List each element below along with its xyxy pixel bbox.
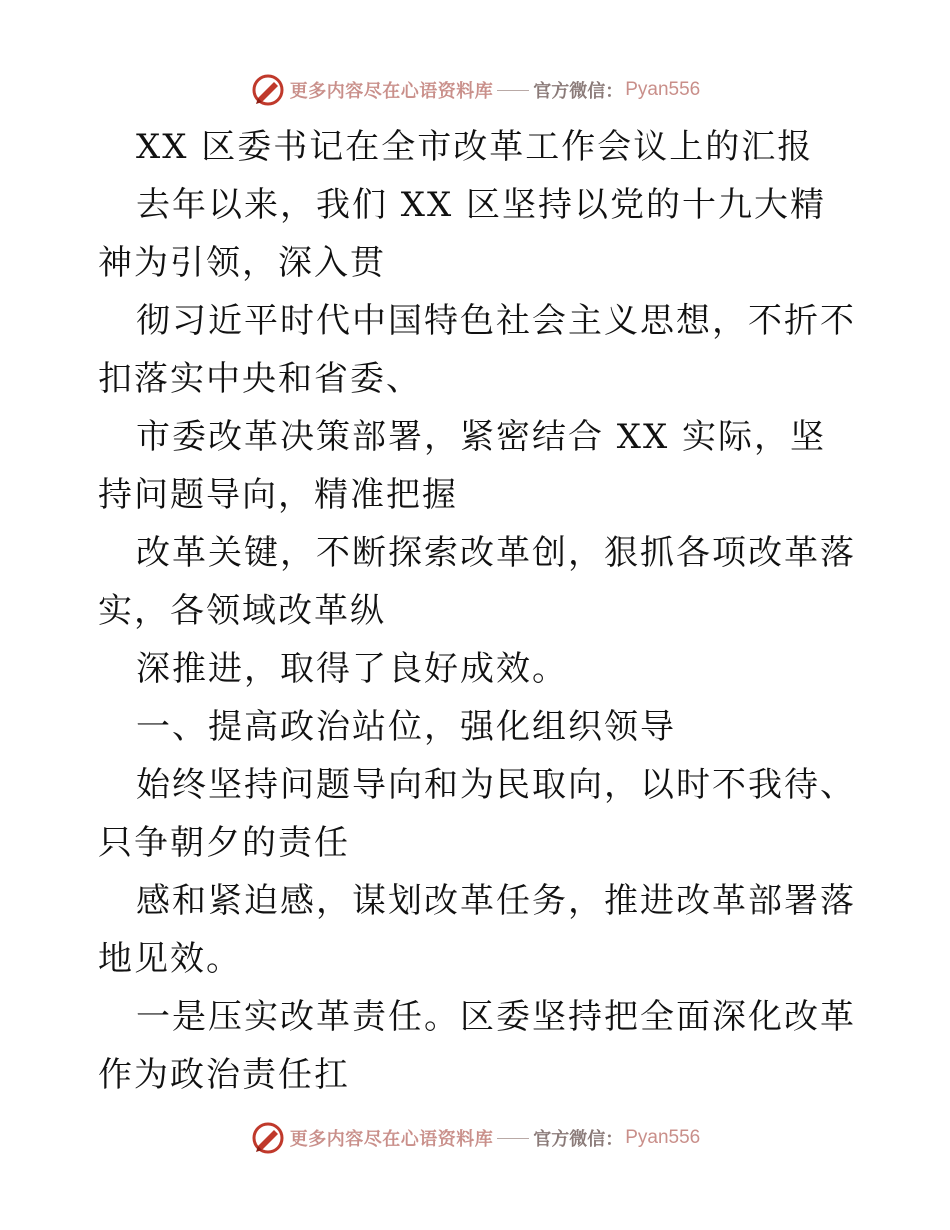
paragraph: 去年以来，我们 XX 区坚持以党的十九大精神为引领，深入贯 [98,185,827,283]
watermark-brand-text: 更多内容尽在心语资料库 [289,1129,494,1150]
watermark-dash [497,1138,529,1139]
paragraph: 一是压实改革责任。区委坚持把全面深化改革作为政治责任扛 [98,997,856,1095]
watermark-brand-text: 更多内容尽在心语资料库 [289,81,494,102]
paragraph: 改革关键，不断探索改革创，狠抓各项改革落实，各领域改革纵 [98,533,856,631]
header-watermark [0,70,950,110]
watermark-account: Pyan556 [625,79,701,100]
paragraph: 感和紧迫感，谋划改革任务，推进改革部署落地见效。 [98,881,856,979]
pen-circle-logo-icon [250,72,286,108]
paragraph: 深推进，取得了良好成效。 [136,649,568,689]
paragraph: 市委改革决策部署，紧密结合 XX 实际，坚持问题导向，精准把握 [98,417,827,515]
paragraph: 始终坚持问题导向和为民取向，以时不我待、只争朝夕的责任 [98,765,856,863]
document-body [98,118,858,1104]
paragraph: 彻习近平时代中国特色社会主义思想，不折不扣落实中央和省委、 [98,301,856,399]
watermark-label: 官方微信： [533,1129,624,1150]
watermark-dash [497,90,529,91]
pen-circle-logo-icon [250,1120,286,1156]
footer-watermark [0,1118,950,1158]
section-heading: 一、提高政治站位，强化组织领导 [136,707,676,747]
document-title: XX 区委书记在全市改革工作会议上的汇报 [136,127,814,167]
watermark-account: Pyan556 [625,1127,701,1148]
watermark-label: 官方微信： [533,81,624,102]
